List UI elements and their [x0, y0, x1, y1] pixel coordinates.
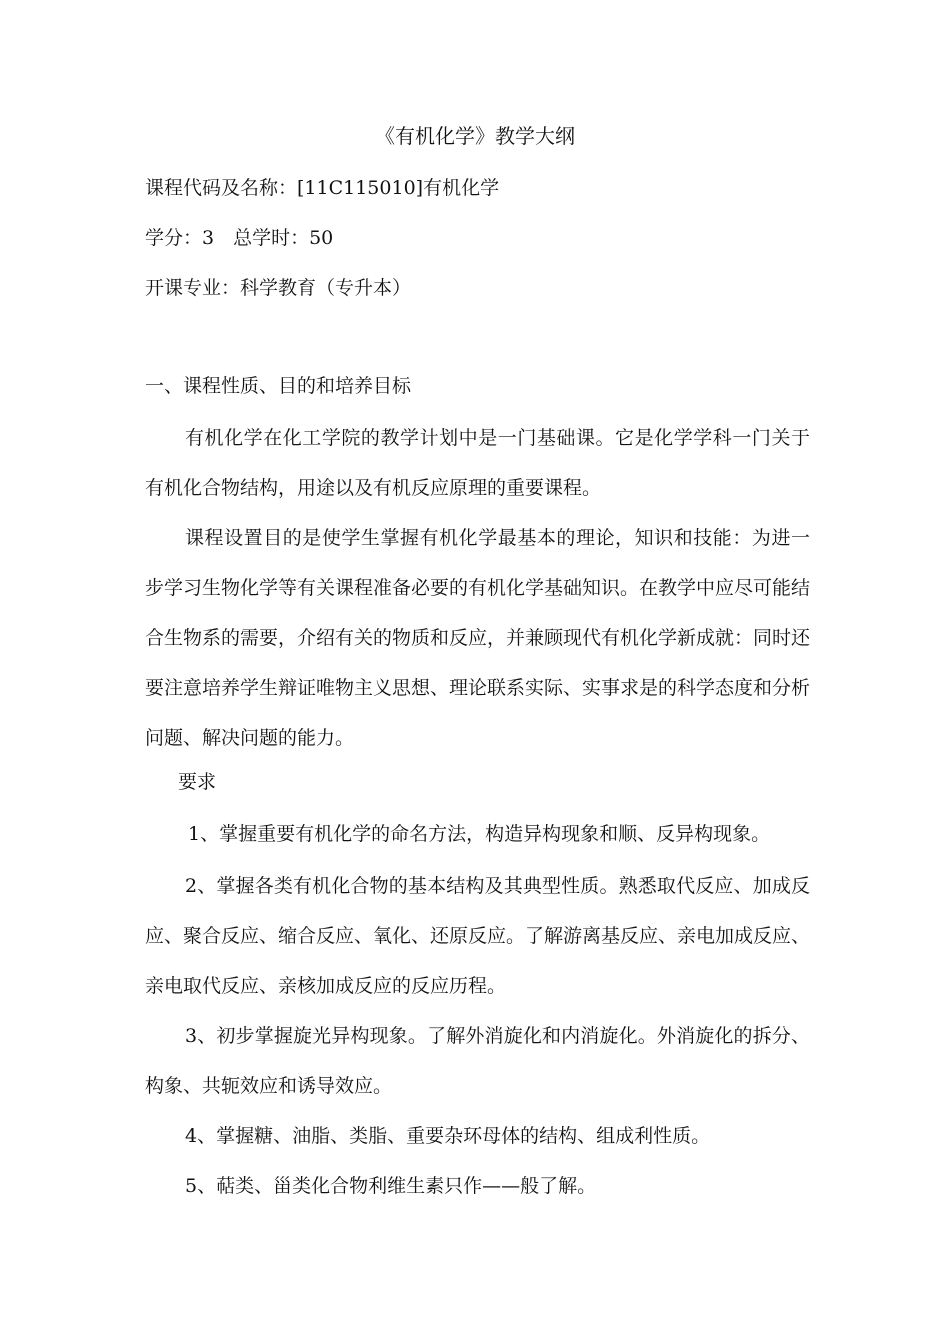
section-heading: 一、课程性质、目的和培养目标: [145, 375, 412, 397]
paragraph-purpose: 课程设置目的是使学生掌握有机化学最基本的理论，知识和技能：为进一步学习生物化学等有关课程准备必要的有机化学基础知识。在教学中应尽可能结合生物系的需要，介绍有关的物质和反应，并兼顾现代有机化学新成就：同时还要注意培养学生辩证唯物主义思想、理论联系实际、实事求是的科学态度和分析问题、解决问题的能力。: [145, 527, 811, 749]
course-code-line: 课程代码及名称：[11C115010]有机化学: [145, 177, 500, 199]
document-title: 《有机化学》教学大纲: [375, 124, 575, 148]
paragraph-nature: 有机化学在化工学院的教学计划中是一门基础课。它是化学学科一门关于有机化合物结构，用途以及有机反应原理的重要课程。: [145, 427, 810, 499]
requirement-item: 4、掌握糖、油脂、类脂、重要杂环母体的结构、组成利性质。: [185, 1125, 711, 1147]
requirements-heading: 要求: [178, 771, 217, 793]
major-line: 开课专业：科学教育（专升本）: [145, 277, 412, 299]
requirement-item: 2、掌握各类有机化合物的基本结构及其典型性质。熟悉取代反应、加成反应、聚合反应、缩合反应、氧化、还原反应。了解游离基反应、亲电加成反应、亲电取代反应、亲核加成反应的反应历程。: [145, 875, 811, 997]
requirement-item: 5、萜类、甾类化合物利维生素只作——般了解。: [185, 1175, 597, 1197]
credits-line: 学分：3 总学时：50: [145, 227, 334, 249]
requirement-item: 1、掌握重要有机化学的命名方法，构造异构现象和顺、反异构现象。: [188, 823, 771, 845]
requirement-item: 3、初步掌握旋光异构现象。了解外消旋化和内消旋化。外消旋化的拆分、构象、共轭效应和诱导效应。: [145, 1025, 810, 1097]
